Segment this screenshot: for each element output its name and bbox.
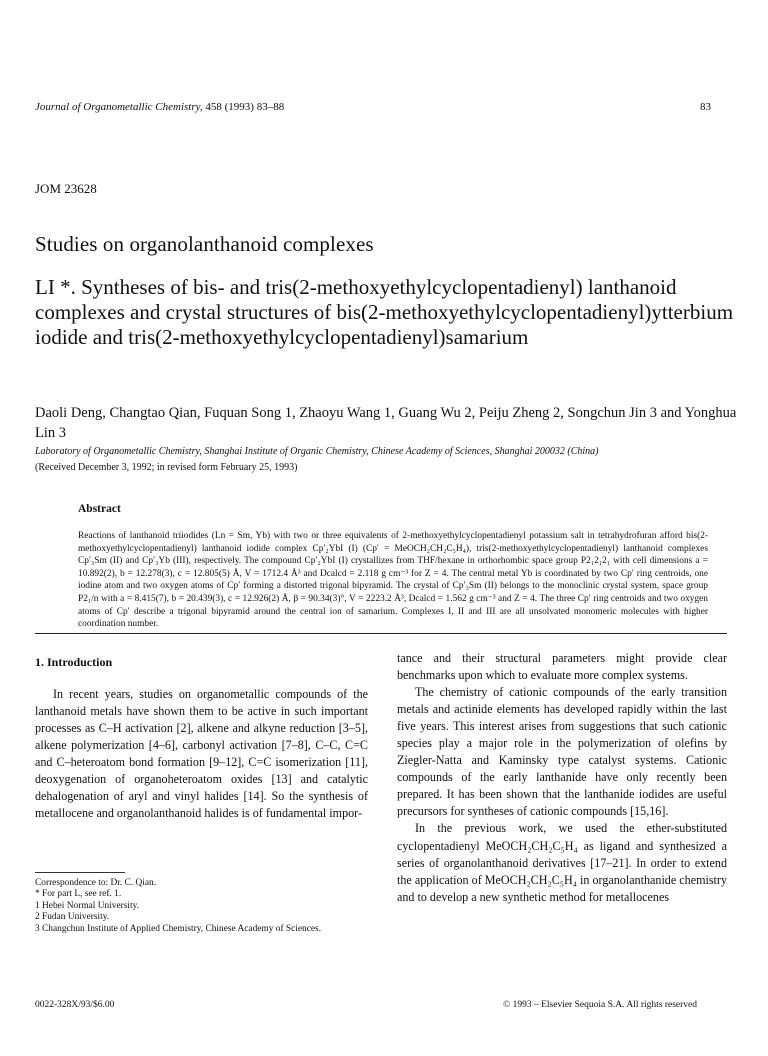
right-column bbox=[397, 650, 727, 906]
intro-paragraph-continued: tance and their structural parameters might provide clear benchmarks upon which to evaluate more complex systems. bbox=[397, 651, 727, 683]
section-divider bbox=[35, 633, 727, 634]
intro-paragraph-1: In recent years, studies on organometallic compounds of the lanthanoid metals have shown them to be active in such important processes as C–H activation [2], alkene and alkyne reduction [3–5], alkene polymerization [4–6], carbonyl activation [7–8], C–C, C=C and C–heteroatom bond formation [9–12], C=C isomerization [11], deoxygenation of organoheteroatom oxides [13] and catalytic dehalogenation of aryl and vinyl halides [14]. So the synthesis of metallocene and organolanthanoid halides is of fundamental impor- bbox=[35, 687, 368, 821]
footnote-1: 1 Hebei Normal University. bbox=[35, 900, 140, 911]
author-list: Daoli Deng, Changtao Qian, Fuquan Song 1, Zhaoyu Wang 1, Guang Wu 2, Peiju Zheng 2, Songchun Jin 3 and Yonghua Lin 3 bbox=[35, 405, 737, 441]
journal-name: Journal of Organometallic Chemistry, bbox=[35, 101, 203, 113]
page-number: 83 bbox=[700, 101, 711, 113]
abstract-text: Reactions of lanthanoid triiodides (Ln = Sm, Yb) with two or three equivalents of 2-methoxyethylcyclopentadienyl potassium salt in tetrahydrofuran afford bis(2-methoxyethylcyclopentadienyl) lanthanoid iodide complex Cp′₂YbI (I) (Cp′ = MeOCH₂CH₂C₅H₄), tris(2-methoxyethylcyclopentadienyl) lanthanoid complexes Cp′₃Sm (II) and Cp′₃Yb (III), respectively. The compound Cp′₂YbI (I) crystallizes from THF/hexane in orthorhombic space group P2₁2₁2₁ with cell dimensions a = 10.892(2), b = 12.278(3), c = 12.805(5) Å, V = 1712.4 Å³ and Dcalcd = 2.118 g cm⁻³ for Z = 4. The central metal Yb is coordinated by two Cp′ ring centroids, one iodine atom and two oxygen atoms of Cp′ forming a distorted trigonal bipyramid. The crystal of Cp′₃Sm (II) belongs to the monoclinic crystal system, space group P2₁/n with a = 8.415(7), b = 20.439(3), c = 12.926(2) Å, β = 90.34(3)°, V = 2223.2 Å³, Dcalcd = 1.562 g cm⁻³ and Z = 4. The three Cp′ ring centroids and two oxygen atoms of Cp′ describe a trigonal bipyramid around the central ion of samarium. Complexes I, II and III are all unsolvated monomeric molecules with higher coordination number. bbox=[78, 531, 708, 630]
footnote-correspondence: Correspondence to: Dr. C. Qian. bbox=[35, 878, 157, 888]
abstract-heading: Abstract bbox=[78, 503, 121, 515]
affiliation: Laboratory of Organometallic Chemistry, Shanghai Institute of Organic Chemistry, Chinese Academy of Sciences, Shanghai 200032 (China) bbox=[35, 446, 599, 457]
footnote-divider bbox=[35, 872, 125, 873]
running-header-journal bbox=[35, 101, 284, 113]
footnotes bbox=[35, 878, 368, 935]
footnote-star: * For part L, see ref. 1. bbox=[35, 889, 122, 900]
section-heading-introduction: 1. Introduction bbox=[35, 655, 113, 669]
series-title: Studies on organolanthanoid complexes bbox=[35, 232, 374, 256]
paper-title: LI *. Syntheses of bis- and tris(2-methoxyethylcyclopentadienyl) lanthanoid complexes and crystal structures of bis(2-methoxyethylcyclopentadienyl)ytterbium iodide and tris(2-methoxyethylcyclopentadienyl)samarium bbox=[35, 275, 734, 349]
copyright-notice: © 1993 – Elsevier Sequoia S.A. All rights reserved bbox=[503, 1000, 698, 1010]
issn-price: 0022-328X/93/$6.00 bbox=[35, 1000, 115, 1010]
intro-paragraph-3: In the previous work, we used the ether-substituted cyclopentadienyl MeOCH₂CH₂C₅H₄ as ligand and synthesized a series of organolanthanoid derivatives [17–21]. In order to extend the application of MeOCH₂CH₂C₅H₄ in organolanthanide chemistry and to develop a new synthetic method for metallocenes bbox=[397, 821, 727, 904]
jom-identifier: JOM 23628 bbox=[35, 181, 97, 196]
intro-paragraph-2: The chemistry of cationic compounds of the early transition metals and actinide elements has developed rapidly within the last five years. This interest arises from suggestions that such cationic species play a major role in the polymerization of olefins by Ziegler-Natta and Kaminsky type catalyst systems. Cationic compounds of the early lanthanide have only recently been prepared. It has been shown that the lanthanide iodides are useful precursors for syntheses of cationic compounds [15,16]. bbox=[397, 685, 727, 819]
footnote-3: 3 Changchun Institute of Applied Chemistry, Chinese Academy of Sciences. bbox=[35, 923, 322, 934]
received-dates: (Received December 3, 1992; in revised form February 25, 1993) bbox=[35, 462, 298, 473]
journal-citation: 458 (1993) 83–88 bbox=[205, 101, 285, 113]
footnote-2: 2 Fudan University. bbox=[35, 912, 110, 923]
